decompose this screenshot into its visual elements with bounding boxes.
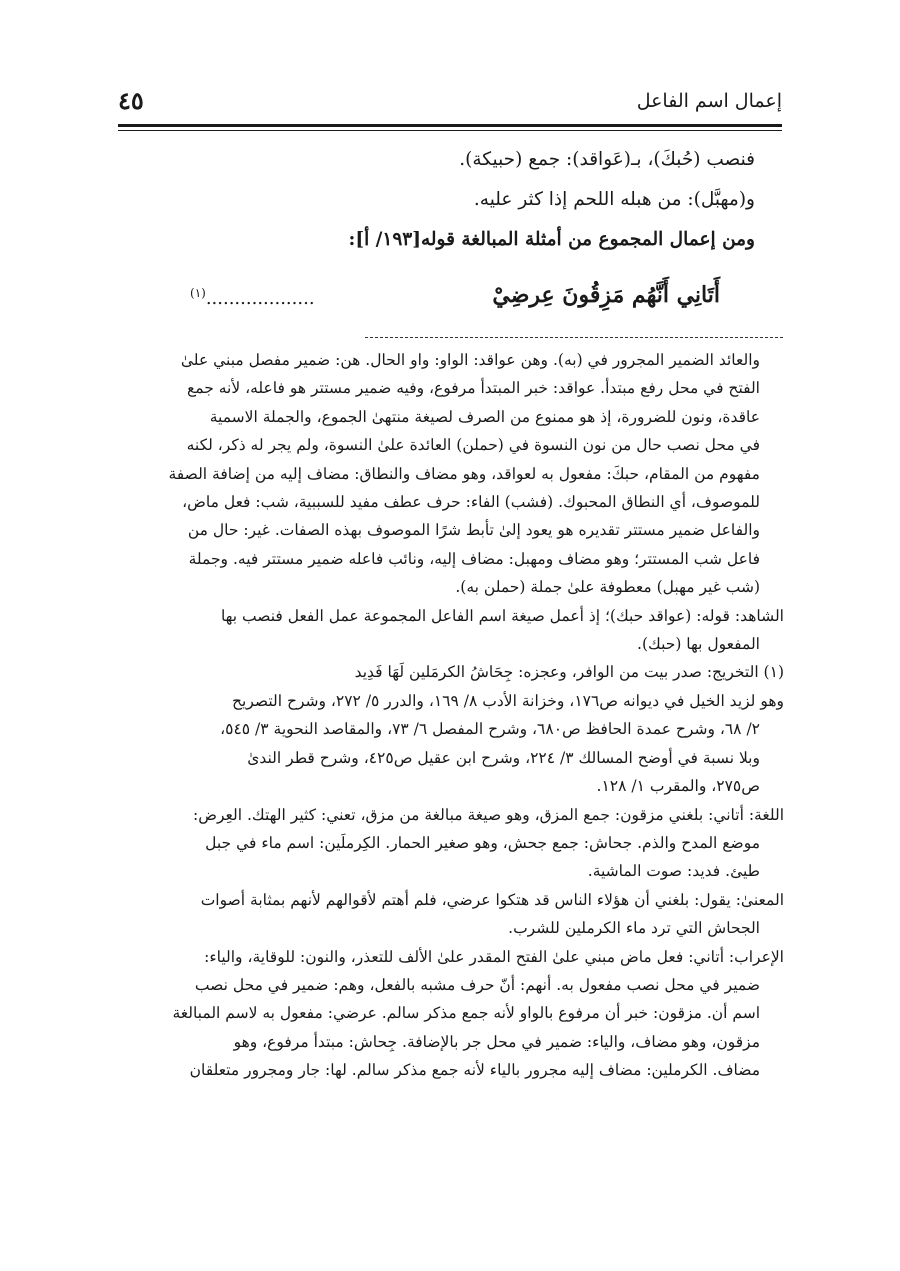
note-line: وهو لزيد الخيل في ديوانه ص١٧٦، وخزانة الأدب ٨/ ١٦٩، والدرر ٥/ ٢٧٢، وشرح التصريح [232, 691, 784, 710]
running-title: إعمال اسم الفاعل [636, 90, 782, 112]
note-line: ص٢٧٥، والمقرب ١/ ١٢٨. [596, 777, 760, 796]
page-number: ٤٥ [118, 86, 144, 115]
note-line: والفاعل ضمير مستتر تقديره هو يعود إلىٰ تأبط شرًا الموصوف بهذه الصفات. غير: حال من [187, 521, 760, 540]
note-line: مزقون، وهو مضاف، والياء: ضمير في محل جر بالإضافة. جِحاش: مبتدأ مرفوع، وهو [233, 1032, 760, 1051]
note-line: وبلا نسبة في أوضح المسالك ٣/ ٢٢٤، وشرح ابن عقيل ص٤٢٥، وشرح قطر الندىٰ [247, 748, 760, 767]
note-line: مضاف. الكرملين: مضاف إليه مجرور بالياء لأنه جمع مذكر سالم. لها: جار ومجرور متعلقان [189, 1061, 760, 1080]
header-rule-thick [118, 124, 782, 127]
note-line: والعائد الضمير المجرور في (به). وهن عواقد: الواو: واو الحال. هن: ضمير مفصل مبني علىٰ [180, 351, 760, 369]
footnotes [116, 346, 784, 1085]
footnote-ref: (١) [190, 286, 206, 300]
verse-ellipsis [190, 286, 315, 309]
note-line: طيئ. فديد: صوت الماشية. [587, 862, 760, 881]
note-line: للموصوف، أي النطاق المحبوك. (فشب) الفاء: حرف عطف مفيد للسببية، شب: فعل ماض، [182, 493, 760, 512]
verse-line [190, 282, 720, 316]
main-line-3-bold: ومن إعمال المجموع من أمثلة المبالغة قوله[١٩٣/ أ]: [348, 229, 755, 250]
note-line: ضمير في محل نصب مفعول به. أنهم: أنّ حرف مشبه بالفعل، وهم: ضمير في محل نصب [194, 975, 760, 994]
header-rule-thin [118, 130, 782, 131]
verse-text: أَتَانِي أَنَّهُم مَزِقُونَ عِرضِيْ [492, 282, 720, 308]
note-line: المفعول بها (حبك). [637, 635, 760, 654]
note-line: الجحاش التي ترد ماء الكرملين للشرب. [508, 919, 760, 938]
note-line: فاعل شب المستتر؛ وهو مضاف ومهبل: مضاف إليه، ونائب فاعله ضمير مستتر فيه. وجملة [188, 549, 760, 568]
note-line-shahid: الشاهد: قوله: (عواقد حبك)؛ إذ أعمل صيغة اسم الفاعل المجموعة عمل الفعل فنصب بها [220, 606, 784, 625]
note-line: في محل نصب حال من نون النسوة في (حملن) العائدة علىٰ النسوة، ولم يجر له ذكر، لكنه [186, 436, 760, 455]
main-line-1: فنصب (حُبكَ)، بـ(عَواقد): جمع (حبيكة). [459, 149, 755, 170]
main-text [150, 140, 755, 260]
note-line: موضع المدح والذم. جحاش: جمع جحش، وهو صغير الحمار. الكِرملَين: اسم ماء في جبل [205, 833, 760, 852]
note-line: عاقدة، ونون للضرورة، إذ هو ممنوع من الصرف لصيغة منتهىٰ الجموع، والجملة الاسمية [209, 407, 760, 426]
note-line-irab: الإعراب: أتاني: فعل ماض مبني علىٰ الفتح المقدر علىٰ الألف للتعذر، والنون: للوقاية، والياء: [204, 947, 784, 966]
verse-dots: ................... [205, 288, 315, 309]
footnote-separator [365, 337, 783, 338]
main-line-2: و(مهبَّل): من هبله اللحم إذا كثر عليه. [473, 189, 755, 210]
running-head [118, 86, 782, 122]
note-line: (شب غير مهبل) معطوفة علىٰ جملة (حملن به). [455, 578, 760, 597]
note-line: مفهوم من المقام، حبكَ: مفعول به لعواقد، وهو مضاف والنطاق: مضاف إليه من إضافة الصفة [168, 464, 760, 483]
note-line-lugha: اللغة: أتاني: بلغني مزقون: جمع المزق، وهو صيغة مبالغة من مزق، تعني: كثير الهتك. العِرض: [193, 805, 784, 824]
note-line: اسم أن. مزقون: خبر أن مرفوع بالواو لأنه جمع مذكر سالم. عرضي: مفعول به لاسم المبالغة [172, 1004, 760, 1023]
note-line: ٢/ ٦٨، وشرح عمدة الحافظ ص٦٨٠، وشرح المفصل ٦/ ٧٣، والمقاصد النحوية ٣/ ٥٤٥، [220, 720, 760, 739]
note-line: الفتح في محل رفع مبتدأ. عواقد: خبر المبتدأ مرفوع، وفيه ضمير مستتر هو فاعله، لأنه جمع [187, 379, 760, 398]
main-line-3 [150, 220, 755, 260]
footnote-1-takhrij: (١) التخريج: صدر بيت من الوافر، وعجزه: جِحَاشُ الكرمَلين لَهَا فَدِيد [354, 663, 784, 682]
note-line-maana: المعنىٰ: يقول: بلغني أن هؤلاء الناس قد هتكوا عرضي، فلم أهتم لأقوالهم لأنهم بمثابة أصوات [200, 890, 784, 909]
